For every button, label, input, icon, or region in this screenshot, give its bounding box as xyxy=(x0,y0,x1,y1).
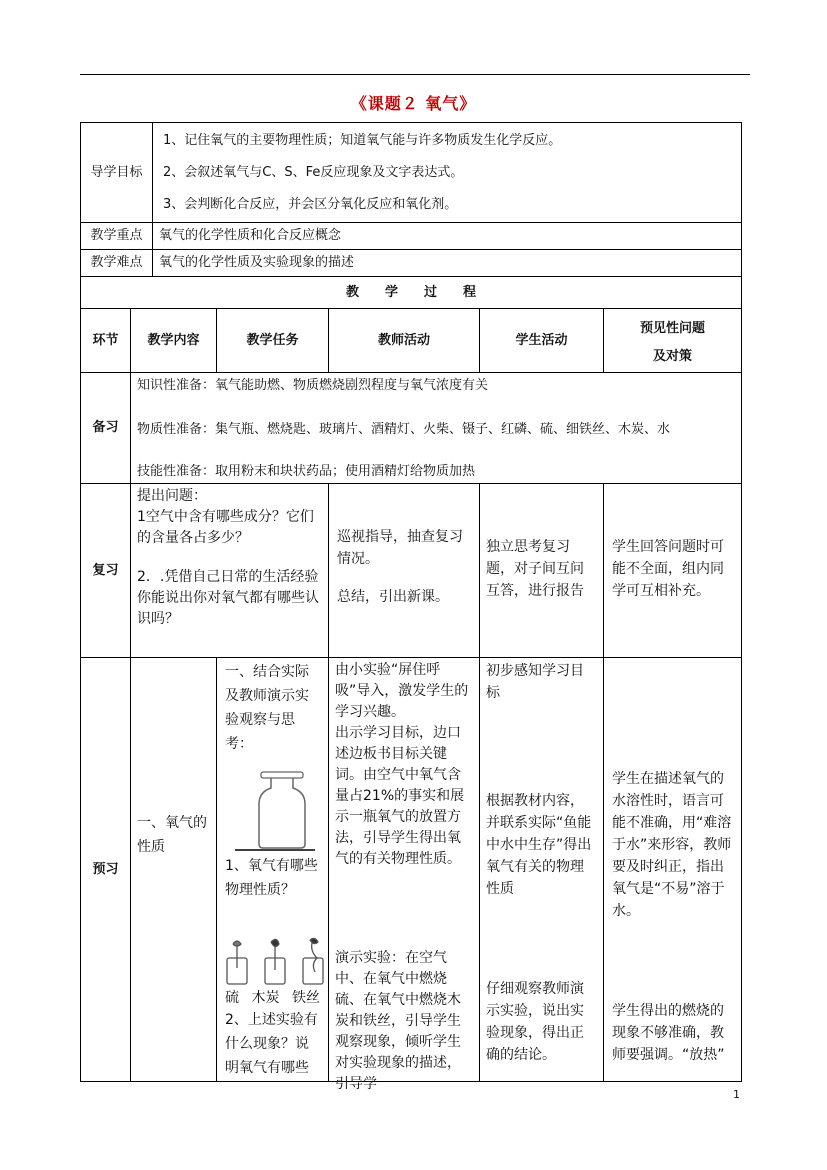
preview-problem-2: 学生得出的燃烧的现象不够准确，教师要强调。“放热” xyxy=(612,1003,725,1063)
prep-label: 备习 xyxy=(80,372,131,484)
preview-teacher-3: 演示实验：在空气中、在氧气中燃烧硫、在氧气中燃烧木炭和铁丝，引导学生观察现象，倾听学生对实验现象的描述，引导学 xyxy=(335,950,461,1092)
col-header-teacher: 教师活动 xyxy=(328,308,480,373)
label-charcoal: 木炭 xyxy=(251,990,280,1006)
preview-student-2: 根据教材内容，并联系实际“鱼能中水中生存”得出氧气有关的物理性质 xyxy=(486,793,592,897)
preview-teacher-2: 出示学习目标，边口述边板书目标关键词。由空气中氧气含量占21%的事实和展示一瓶氧气的放置方法，引导学生得出氧气的有关物理性质。 xyxy=(335,725,465,867)
col-header-task: 教学任务 xyxy=(216,308,329,373)
review-teacher xyxy=(328,483,480,658)
prep-line: 知识性准备：氧气能助燃、物质燃烧剧烈程度与氧气浓度有关 xyxy=(137,378,489,393)
col-header-student: 学生活动 xyxy=(479,308,604,373)
review-content-line: 提出问题： xyxy=(137,488,207,504)
preview-student-1: 初步感知学习目标 xyxy=(486,663,584,701)
col-header-problem xyxy=(603,308,742,373)
label-sulfur: 硫 xyxy=(225,990,239,1006)
experiment-labels xyxy=(225,988,320,1008)
review-student-text: 独立思考复习题，对子间互问互答，进行报告 xyxy=(486,539,584,599)
gas-bottle-icon xyxy=(225,770,320,850)
preview-task-q1: 1、氧气有哪些物理性质？ xyxy=(225,858,318,898)
review-student xyxy=(479,483,604,658)
difficult-point-value: 氧气的化学性质及实验现象的描述 xyxy=(152,249,742,277)
page-number: 1 xyxy=(733,1088,740,1101)
review-label: 复习 xyxy=(80,483,131,658)
goal-item: 3、会判断化合反应，并会区分氧化反应和氧化剂。 xyxy=(163,197,458,212)
preview-student xyxy=(479,657,604,1082)
preview-content-text: 一、氧气的性质 xyxy=(137,815,207,855)
preview-teacher xyxy=(328,657,480,1092)
review-content xyxy=(130,483,329,658)
col-header-problem-line1: 预见性问题 xyxy=(639,321,705,336)
preview-task xyxy=(216,657,329,1082)
review-teacher-line: 巡视指导，抽查复习情况。 xyxy=(337,529,463,567)
review-question-2: 2．.凭借自己日常的生活经验你能说出你对氧气都有哪些认识吗？ xyxy=(137,569,319,627)
goal-item: 1、记住氧气的主要物理性质；知道氧气能与许多物质发生化学反应。 xyxy=(163,133,562,148)
goals-content xyxy=(152,122,742,223)
preview-task-q2: 2、上述实验有什么现象？说明氧气有哪些 xyxy=(225,1012,318,1076)
review-problem-text: 学生回答问题时可能不全面，组内同学可互相补充。 xyxy=(612,539,724,599)
col-header-problem-line2: 及对策 xyxy=(652,349,692,364)
preview-content xyxy=(130,657,217,1082)
goals-label: 导学目标 xyxy=(80,122,153,223)
review-question-1: 1空气中含有哪些成分？它们的含量各占多少？ xyxy=(137,509,314,546)
preview-label: 预习 xyxy=(80,657,131,1082)
prep-line: 物质性准备：集气瓶、燃烧匙、玻璃片、酒精灯、火柴、镊子、红磷、硫、细铁丝、木炭、水 xyxy=(137,422,671,437)
difficult-point-label: 教学难点 xyxy=(80,249,153,277)
preview-problem-1: 学生在描述氧气的水溶性时，语言可能不准确，用“难溶于水”来形容，教师要及时纠正，指出氧气是“不易”溶于水。 xyxy=(612,771,732,919)
preview-student-3: 仔细观察教师演示实验，说出实验现象，得出正确的结论。 xyxy=(486,981,584,1063)
key-point-value: 氧气的化学性质和化合反应概念 xyxy=(152,222,742,250)
prep-line: 技能性准备：取用粉末和块状药品；使用酒精灯给物质加热 xyxy=(137,464,476,479)
header-rule xyxy=(80,74,750,75)
prep-content xyxy=(130,372,742,484)
review-problem xyxy=(603,483,742,658)
preview-teacher-1: 由小实验“屏住呼吸”导入，激发学生的学习兴趣。 xyxy=(335,662,469,720)
col-header-stage: 环节 xyxy=(80,308,131,373)
goal-item: 2、会叙述氧气与C、S、Fe反应现象及文字表达式。 xyxy=(163,165,464,180)
preview-problem xyxy=(603,657,742,1082)
review-teacher-line: 总结，引出新课。 xyxy=(337,589,449,605)
process-header: 教 学 过 程 xyxy=(80,276,742,309)
preview-task-intro: 一、结合实际及教师演示实验观察与思考： xyxy=(225,664,309,752)
document-title: 《课题２ 氧气》 xyxy=(350,94,477,113)
col-header-content: 教学内容 xyxy=(130,308,217,373)
label-iron-wire: 铁丝 xyxy=(292,990,320,1006)
key-point-label: 教学重点 xyxy=(80,222,153,250)
combustion-jars-icon xyxy=(225,938,320,988)
